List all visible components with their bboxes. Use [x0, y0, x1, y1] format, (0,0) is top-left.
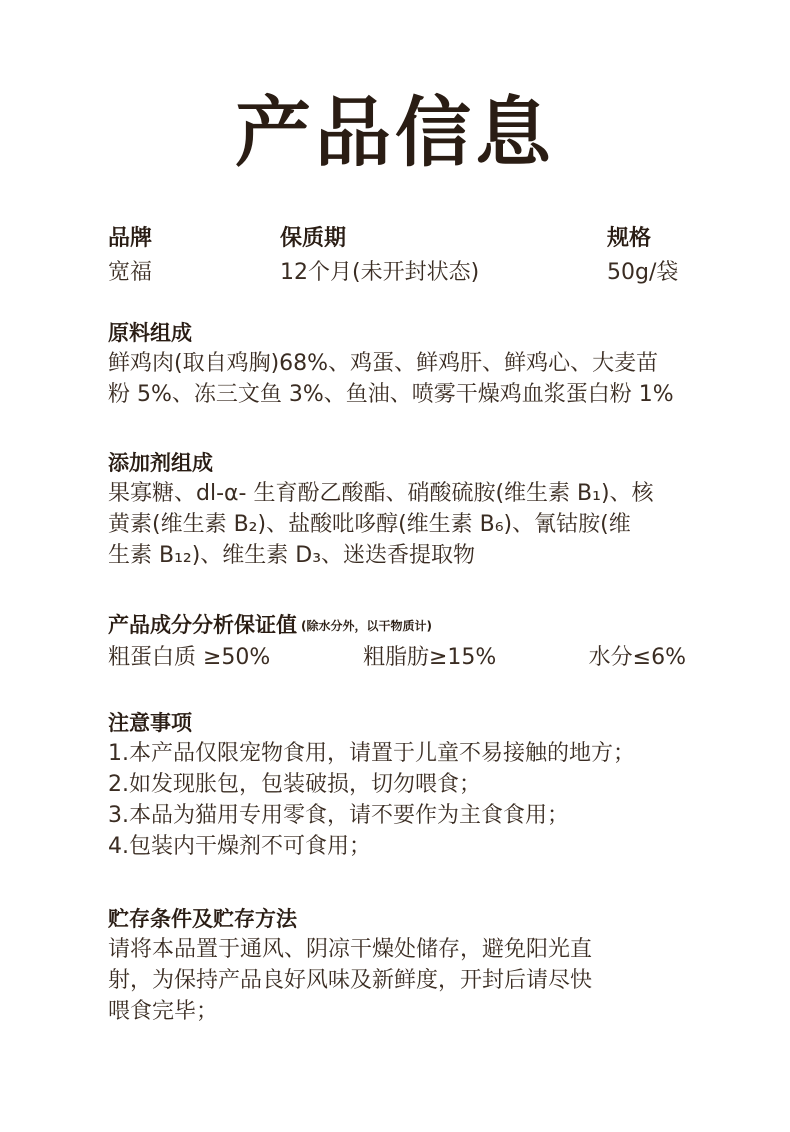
caution-item: 4.包装内干燥剂不可食用； [108, 834, 371, 859]
ingredients-line: 粉 5%、冻三文鱼 3%、鱼油、喷雾干燥鸡血浆蛋白粉 1% [108, 382, 674, 407]
storage-line: 射，为保持产品良好风味及新鲜度，开封后请尽快 [108, 968, 593, 993]
additives-title: 添加剂组成 [108, 451, 213, 475]
spec-value: 50g/袋 [607, 260, 679, 285]
storage-line: 喂食完毕； [108, 999, 219, 1024]
storage-body [108, 934, 708, 1027]
shelf-life-info [280, 224, 479, 290]
caution-item: 3.本品为猫用专用零食，请不要作为主食食用； [108, 803, 569, 828]
cautions-section [108, 708, 708, 862]
caution-item: 2.如发现胀包，包装破损，切勿喂食； [108, 772, 481, 797]
ingredients-body [108, 348, 708, 410]
crude-fat-value: 粗脂肪≥15% [363, 645, 497, 670]
brand-value: 宽福 [108, 260, 153, 285]
cautions-title: 注意事项 [108, 711, 192, 735]
page-title: 产品信息 [235, 88, 555, 177]
brand-info [108, 224, 152, 290]
ingredients-section [108, 318, 708, 410]
analysis-title-text: 产品成分分析保证值 [108, 613, 297, 637]
shelf-life-value: 12个月(未开封状态) [280, 260, 480, 285]
additives-body [108, 478, 708, 571]
storage-section [108, 904, 708, 1027]
additives-line: 黄素(维生素 B₂)、盐酸吡哆醇(维生素 B₆)、氰钴胺(维 [108, 512, 631, 537]
analysis-values [108, 641, 698, 675]
storage-title: 贮存条件及贮存方法 [108, 907, 297, 931]
spec-label: 规格 [607, 226, 652, 251]
ingredients-title: 原料组成 [108, 321, 192, 345]
analysis-note: (除水分外，以干物质计) [301, 619, 432, 633]
crude-protein-value: 粗蛋白质 ≥50% [108, 645, 271, 670]
moisture-value: 水分≤6% [588, 645, 686, 670]
additives-section [108, 448, 708, 571]
additives-line: 果寡糖、dl-α- 生育酚乙酸酯、硝酸硫胺(维生素 B₁)、核 [108, 481, 654, 506]
shelf-life-label: 保质期 [280, 226, 347, 251]
cautions-body [108, 738, 708, 862]
additives-line: 生素 B₁₂)、维生素 D₃、迷迭香提取物 [108, 543, 476, 568]
ingredients-line: 鲜鸡肉(取自鸡胸)68%、鸡蛋、鲜鸡肝、鲜鸡心、大麦苗 [108, 351, 659, 376]
spec-info [607, 224, 678, 290]
analysis-title [108, 610, 698, 641]
caution-item: 1.本产品仅限宠物食用，请置于儿童不易接触的地方； [108, 741, 635, 766]
brand-label: 品牌 [108, 226, 153, 251]
analysis-section [108, 610, 698, 675]
storage-line: 请将本品置于通风、阴凉干燥处储存，避免阳光直 [108, 937, 593, 962]
